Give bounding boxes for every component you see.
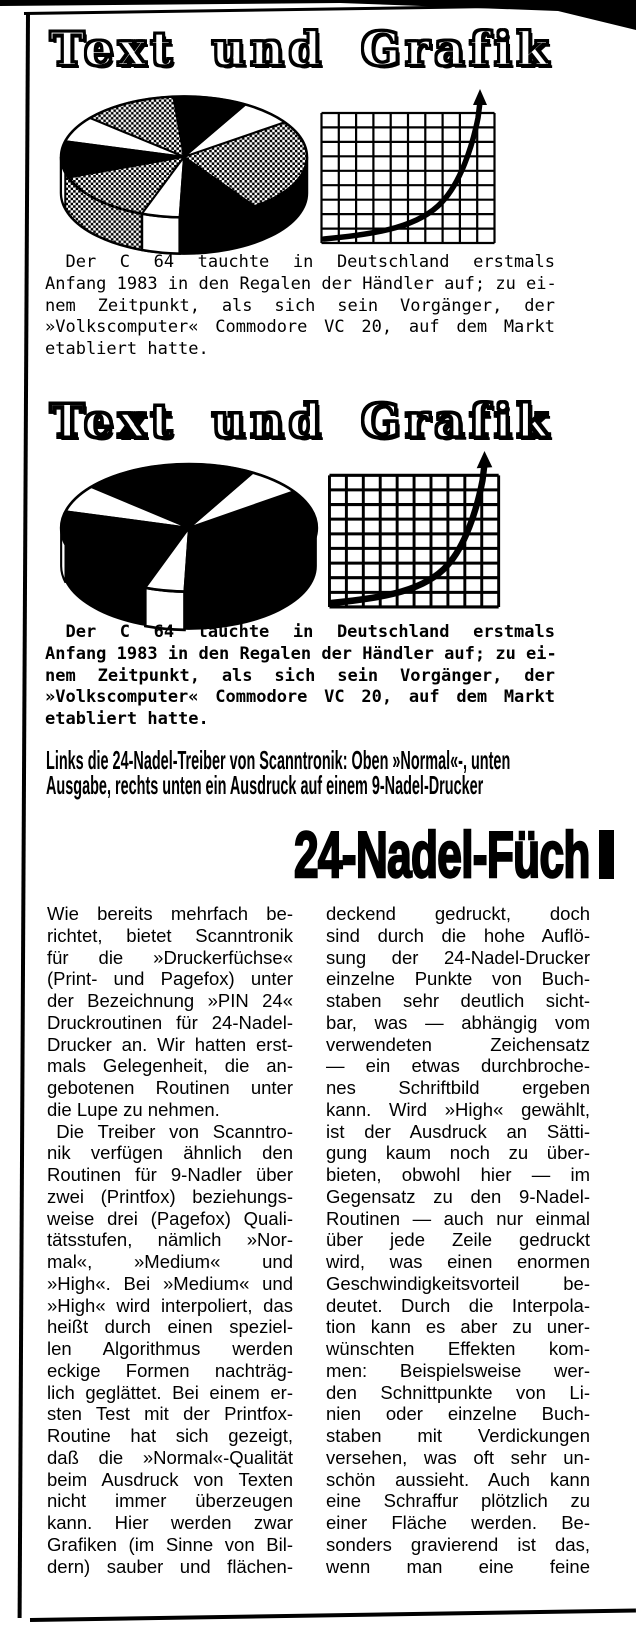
decorative-title-text: Text und Grafik	[50, 394, 554, 448]
page-frame-bottom-rule	[30, 1608, 636, 1622]
decorative-title-text: Text und Grafik	[50, 22, 554, 76]
page-frame-left-rule	[18, 13, 30, 1618]
cut-letter-fragment	[599, 830, 614, 879]
sample-normal-body-text: Der C 64 tauchte in Deutschland erstmals Anfang 1983 in den Regalen der Händler auf; zu ei- nem Zeitpunkt, als sich sein Vorgänger, der »Volkscomputer« Commodore VC 20, auf dem Markt etabliert hatte.	[45, 252, 557, 360]
pie-chart-graphic-dithered	[58, 94, 310, 256]
figure-caption: Links die 24-Nadel-Treiber von Scanntronik: Oben »Normal«-, unten Ausgabe, rechts unten ein Ausdruck auf einem 9-Nadel-Drucker	[46, 745, 511, 800]
article-column-left: Wie bereits mehrfach be- richtet, bietet Scanntronik für die »Druckerfüchse« (Print- und Pagefox) unter der Bezeichnung »PIN 24« Druckroutinen für 24-Nadel- Drucker an. Wir hatten erst- mals Gelegenheit, die an- gebotenen Routinen unter die Lupe zu nehmen. Die Treiber von Scanntro- nik verfügen ähnlich den Routinen für 9-Nadler über zwei (Printfox) beziehungs- weise drei (Pagefox) Quali- tätsstufen, nämlich »Nor- mal«, »Medium« und »High«. Bei »Medium« und »High« wird interpoliert, das heißt durch einen speziel- len Algorithmus werden eckige Formen nachträg- lich geglättet. Bei einem er- sten Test mit der Printfox- Routine hat sich gezeigt, daß die »Normal«-Qualität beim Ausdruck von Texten nicht immer überzeugen kann. Hier werden zwar Grafiken (im Sinne von Bil- dern) sauber und flächen-	[47, 903, 293, 1577]
printer-sample-normal-title	[50, 24, 553, 75]
line-graph-graphic-2	[328, 450, 506, 612]
line-graph-graphic-1	[320, 88, 502, 248]
sample-high-body-text: Der C 64 tauchte in Deutschland erstmals Anfang 1983 in den Regalen der Händler auf; zu ei- nem Zeitpunkt, als sich sein Vorgänger, der »Volkscomputer« Commodore VC 20, auf dem Markt etabliert hatte.	[45, 622, 557, 730]
article-headline: 24-Nadel-Füch	[294, 818, 590, 891]
arrow-up-icon	[473, 89, 487, 105]
pie-chart-graphic-solid	[58, 462, 320, 632]
article-column-right: deckend gedruckt, doch sind durch die hohe Auflö- sung der 24-Nadel-Drucker einzelne Punkte von Buch- staben sehr deutlich sicht- bar, was — abhängig vom verwendeten Zeichensatz — ein etwas durchbroche- nes Schriftbild ergeben kann. Wird »High« gewählt, ist der Ausdruck an Sätti- gung kaum noch zu über- bieten, obwohl hier — im Gegensatz zu den 9-Nadel- Routinen — auch nur einmal über jede Zeile gedruckt wird, was einen enormen Geschwindigkeitsvorteil be- deutet. Durch die Interpola- tion kann es aber zu uner- wünschten Effekten kom- men: Beispielsweise wer- den Schnittpunkte von Li- nien oder einzelne Buch- staben mit Verdickungen versehen, was oft sehr un- schön aussieht. Auch kann eine Schraffur plötzlich zu einer Fläche werden. Be- sonders gravierend ist das, wenn man eine feine	[326, 903, 590, 1577]
printer-sample-high-title	[50, 396, 553, 447]
arrow-up-icon	[477, 451, 493, 468]
